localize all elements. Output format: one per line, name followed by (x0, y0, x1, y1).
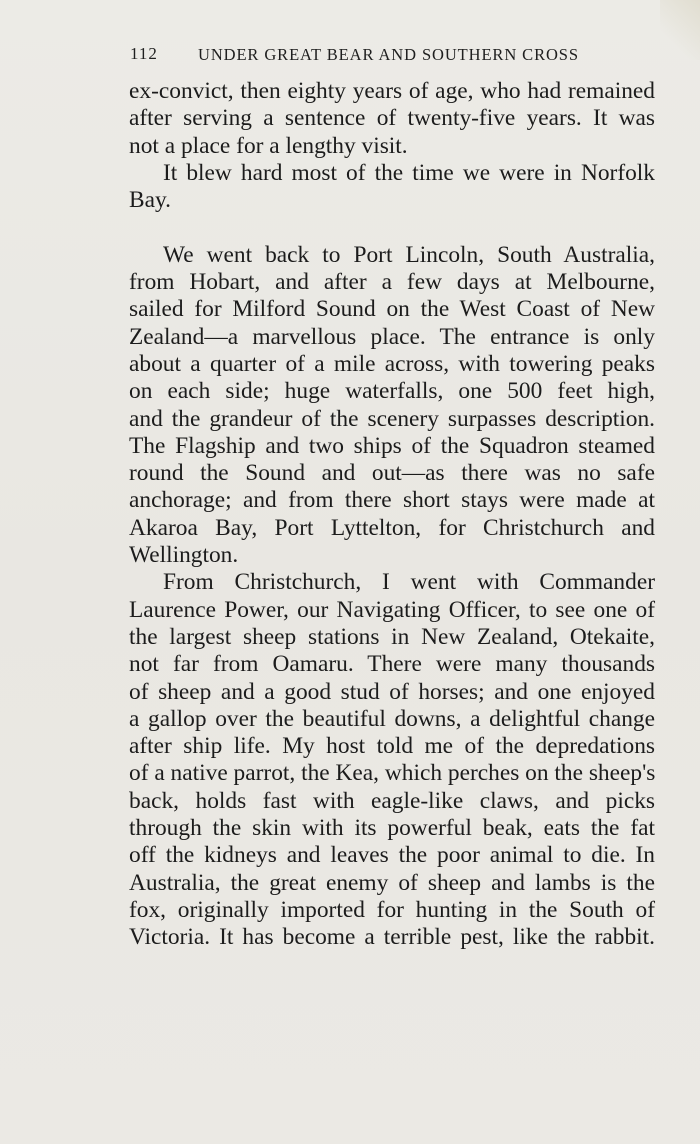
text-line: after ship life. My host told me of the depredations (129, 733, 655, 760)
text-line: Zealand—a marvellous place. The entrance is only (129, 323, 655, 350)
text-line: Laurence Power, our Navigating Officer, to see one of (129, 596, 655, 623)
text-line: not a place for a lengthy visit. (129, 132, 408, 159)
text-line: and the grandeur of the scenery surpasses description. (129, 405, 655, 432)
text-line: from Hobart, and after a few days at Melbourne, (129, 269, 655, 296)
body-text (129, 78, 655, 952)
text-line: ex-convict, then eighty years of age, who had remained (129, 78, 655, 104)
text-line: after serving a sentence of twenty-five years. It was (129, 105, 655, 132)
text-line: back, holds fast with eagle-like claws, and picks (129, 787, 655, 814)
text-line: not far from Oamaru. There were many thousands (129, 651, 655, 678)
page-corner-shading (660, 0, 700, 60)
book-title: UNDER GREAT BEAR AND SOUTHERN CROSS (198, 45, 579, 64)
text-line: sailed for Milford Sound on the West Coast of New (129, 296, 655, 323)
text-line: the largest sheep stations in New Zealand, Otekaite, (129, 623, 655, 650)
paragraph-sheep-station (129, 569, 655, 951)
text-line: It blew hard most of the time we were in Norfolk (163, 159, 655, 186)
text-line: The Flagship and two ships of the Squadron steamed (129, 432, 655, 459)
text-line: of a native parrot, the Kea, which perches on the sheep's (129, 760, 656, 787)
page-number: 112 (130, 44, 158, 63)
paragraph-milford-sound (129, 242, 655, 570)
text-line: anchorage; and from there short stays were made at (129, 487, 655, 514)
text-line: of sheep and a good stud of horses; and one enjoyed (129, 678, 655, 705)
text-line: off the kidneys and leaves the poor animal to die. In (129, 842, 655, 869)
paragraph-norfolk-bay (129, 160, 655, 215)
text-line: Bay. (129, 187, 172, 214)
text-line: We went back to Port Lincoln, South Australia, (163, 241, 655, 268)
text-line: on each side; huge waterfalls, one 500 feet high, (129, 378, 655, 405)
text-line: Wellington. (129, 542, 239, 569)
text-line: Akaroa Bay, Port Lyttelton, for Christchurch and (129, 514, 655, 541)
text-line: about a quarter of a mile across, with towering peaks (129, 350, 655, 377)
text-line: fox, originally imported for hunting in the South of (129, 896, 655, 923)
text-line: Australia, the great enemy of sheep and lambs is the (129, 869, 655, 896)
text-line: round the Sound and out—as there was no safe (129, 460, 655, 487)
text-line: through the skin with its powerful beak, eats the fat (129, 815, 655, 842)
paragraph-continuation (129, 78, 655, 160)
section-break (129, 214, 655, 241)
running-head (130, 44, 590, 70)
text-line: From Christchurch, I went with Commander (163, 569, 655, 596)
text-line: Victoria. It has become a terrible pest, like the rabbit. (129, 924, 655, 951)
text-line: a gallop over the beautiful downs, a delightful change (129, 705, 655, 732)
